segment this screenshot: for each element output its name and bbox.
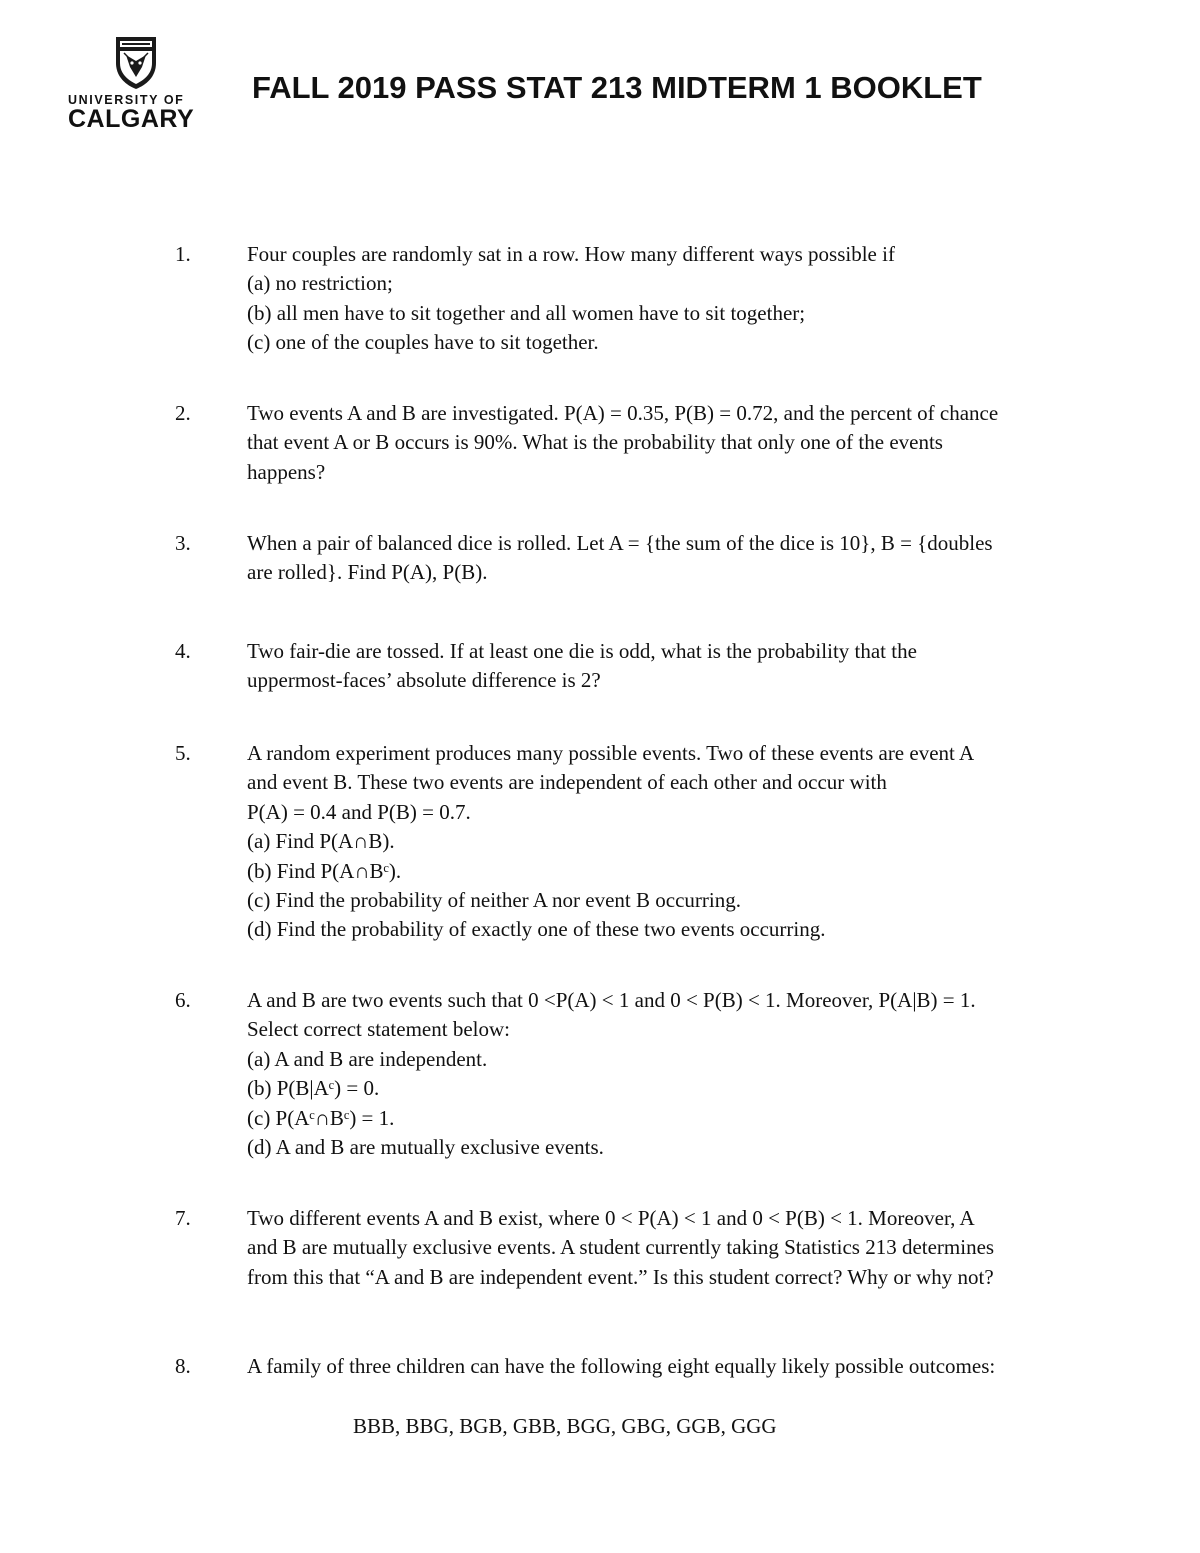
question-number: 8.	[175, 1354, 191, 1378]
question-line: A family of three children can have the following eight equally likely possible outcomes:	[247, 1354, 996, 1378]
question-line: Two different events A and B exist, where 0 < P(A) < 1 and 0 < P(B) < 1. Moreover, A	[247, 1206, 975, 1230]
question-text	[247, 240, 1127, 358]
page-title: FALL 2019 PASS STAT 213 MIDTERM 1 BOOKLET	[252, 70, 982, 105]
university-logo	[68, 33, 208, 137]
question-text	[247, 986, 1127, 1162]
question-option-b: (b) Find P(A∩Bᶜ).	[247, 858, 402, 883]
logo-text-university-of: UNIVERSITY OF	[68, 93, 185, 107]
question-text	[247, 1204, 1127, 1292]
question-line: and event B. These two events are independent of each other and occur with	[247, 770, 887, 795]
question-text	[247, 529, 1127, 588]
question-number: 7.	[175, 1206, 191, 1230]
question-line: from this that “A and B are independent event.” Is this student correct? Why or why not?	[247, 1264, 994, 1289]
question-option-c: (c) Find the probability of neither A nor event B occurring.	[247, 888, 741, 913]
question-number: 2.	[175, 401, 191, 425]
question-option-a: (a) no restriction;	[247, 271, 393, 296]
question-line: uppermost-faces’ absolute difference is 2?	[247, 668, 601, 693]
question-option-c: (c) P(Aᶜ∩Bᶜ) = 1.	[247, 1105, 395, 1130]
question-line: Two fair-die are tossed. If at least one die is odd, what is the probability that the	[247, 639, 917, 663]
question-line: A random experiment produces many possible events. Two of these events are event A	[247, 741, 975, 765]
question-number: 4.	[175, 639, 191, 663]
question-option-b: (b) P(B|Aᶜ) = 0.	[247, 1076, 380, 1101]
coat-of-arms-icon	[112, 33, 160, 91]
question-option-b: (b) all men have to sit together and all women have to sit together;	[247, 300, 806, 325]
question-line: happens?	[247, 459, 326, 484]
question-line: are rolled}. Find P(A), P(B).	[247, 560, 488, 585]
question-line: A and B are two events such that 0 <P(A) < 1 and 0 < P(B) < 1. Moreover, P(A|B) = 1.	[247, 988, 976, 1012]
question-text	[247, 399, 1127, 487]
question-number: 5.	[175, 741, 191, 765]
question-line: that event A or B occurs is 90%. What is the probability that only one of the events	[247, 430, 943, 455]
logo-text-calgary: CALGARY	[68, 105, 195, 133]
question-number: 3.	[175, 531, 191, 555]
question-line: Four couples are randomly sat in a row. How many different ways possible if	[247, 242, 895, 266]
question-option-d: (d) A and B are mutually exclusive events.	[247, 1135, 604, 1160]
question-option-a: (a) A and B are independent.	[247, 1046, 488, 1071]
question-text	[247, 1352, 1127, 1442]
question-text	[247, 637, 1127, 696]
question-line: Select correct statement below:	[247, 1017, 510, 1042]
question-number: 1.	[175, 242, 191, 266]
question-text	[247, 739, 1127, 945]
question-option-d: (d) Find the probability of exactly one of these two events occurring.	[247, 917, 826, 942]
question-line: Two events A and B are investigated. P(A) = 0.35, P(B) = 0.72, and the percent of chance	[247, 401, 999, 425]
question-line: When a pair of balanced dice is rolled. Let A = {the sum of the dice is 10}, B = {doubles	[247, 531, 993, 555]
outcomes-list: BBB, BBG, BGB, GBB, BGG, GBG, GGB, GGG	[353, 1414, 777, 1439]
question-option-c: (c) one of the couples have to sit together.	[247, 330, 599, 355]
question-number: 6.	[175, 988, 191, 1012]
question-option-a: (a) Find P(A∩B).	[247, 829, 395, 854]
question-line: and B are mutually exclusive events. A student currently taking Statistics 213 determines	[247, 1235, 995, 1260]
question-line: P(A) = 0.4 and P(B) = 0.7.	[247, 799, 471, 824]
